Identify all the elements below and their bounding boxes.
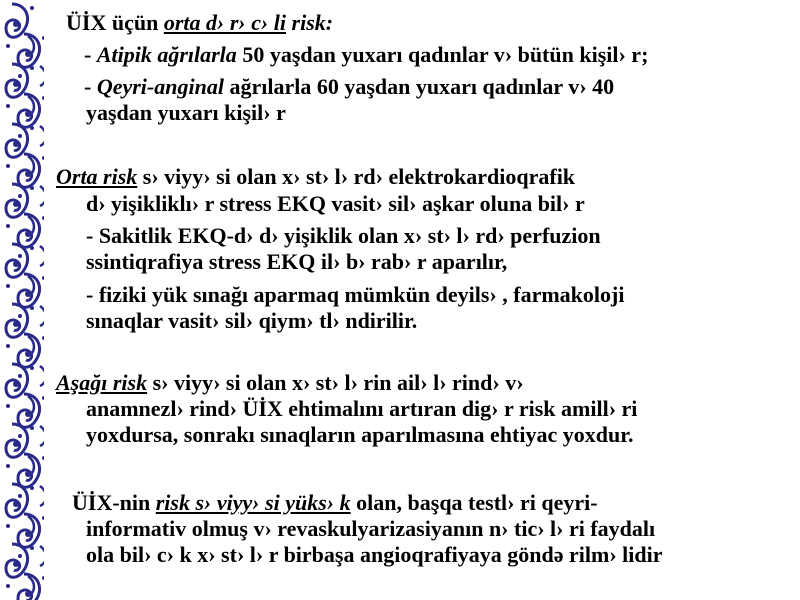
yuksek-prefix: ÜİX-nin bbox=[72, 490, 156, 515]
orta-risk-sub2-line2: sınaqlar vasit› sil› qiym› tl› ndirilir. bbox=[86, 308, 418, 333]
heading-suffix: risk: bbox=[286, 10, 334, 35]
orta-risk-sub1-line1: - Sakitlik EKQ-d› d› yişiklik olan x› st› l› rd› perfuzion bbox=[86, 223, 601, 248]
heading bbox=[66, 10, 333, 36]
asagi-risk-line1 bbox=[56, 370, 524, 396]
bullet-emphasis: Qeyri-anginal bbox=[96, 74, 224, 99]
bullet-emphasis: Atipik ağrılarla bbox=[96, 42, 237, 67]
bullet-dash: - bbox=[84, 42, 97, 67]
heading-underlined: orta d› r› c› li bbox=[163, 10, 287, 35]
bullet-atipik bbox=[84, 42, 648, 68]
asagi-risk-label: Aşağı risk bbox=[56, 370, 148, 395]
bullet-qeyri-anginal-cont: yaşdan yuxarı kişil› r bbox=[86, 100, 286, 125]
orta-risk-label: Orta risk bbox=[56, 164, 138, 189]
heading-prefix: ÜİX üçün bbox=[66, 10, 164, 35]
yuksek-risk-text: olan, başqa testl› ri qeyri- bbox=[350, 490, 598, 515]
yuksek-risk-line2: informativ olmuş v› revaskulyarizasiyanın n› tic› l› ri faydalı bbox=[86, 516, 656, 541]
orta-risk-text: s› viyy› si olan x› st› l› rd› elektrokardioqrafik bbox=[137, 164, 576, 189]
asagi-risk-line2: anamnezl› rind› ÜİX ehtimalını artıran dig› r risk amill› ri bbox=[86, 396, 638, 421]
yuksek-risk-line1 bbox=[72, 490, 598, 516]
bullet-text: ağrılarla 60 yaşdan yuxarı qadınlar v› 40 bbox=[223, 74, 615, 99]
bullet-text: 50 yaşdan yuxarı qadınlar v› bütün kişil› r; bbox=[236, 42, 649, 67]
bullet-dash: - bbox=[84, 74, 97, 99]
bullet-qeyri-anginal bbox=[84, 74, 614, 100]
yuksek-risk-line3: ola bil› c› k x› st› l› r birbaşa angioqrafiyaya göndə rilm› lidir bbox=[86, 542, 663, 567]
asagi-risk-text: s› viyy› si olan x› st› l› rin ail› l› rind› v› bbox=[147, 370, 524, 395]
asagi-risk-line3: yoxdursa, sonrakı sınaqların aparılmasına ehtiyac yoxdur. bbox=[86, 422, 634, 447]
orta-risk-line2: d› yişikliklı› r stress EKQ vasit› sil› aşkar oluna bil› r bbox=[86, 191, 585, 216]
orta-risk-sub1-line2: ssintiqrafiya stress EKQ il› b› rab› r aparılır, bbox=[86, 249, 508, 274]
orta-risk-line1 bbox=[56, 164, 575, 190]
yuksek-risk-label: risk s› viyy› si yüks› k bbox=[155, 490, 351, 515]
orta-risk-sub2-line1: - fiziki yük sınağı aparmaq mümkün deyils› , farmakoloji bbox=[86, 282, 625, 307]
